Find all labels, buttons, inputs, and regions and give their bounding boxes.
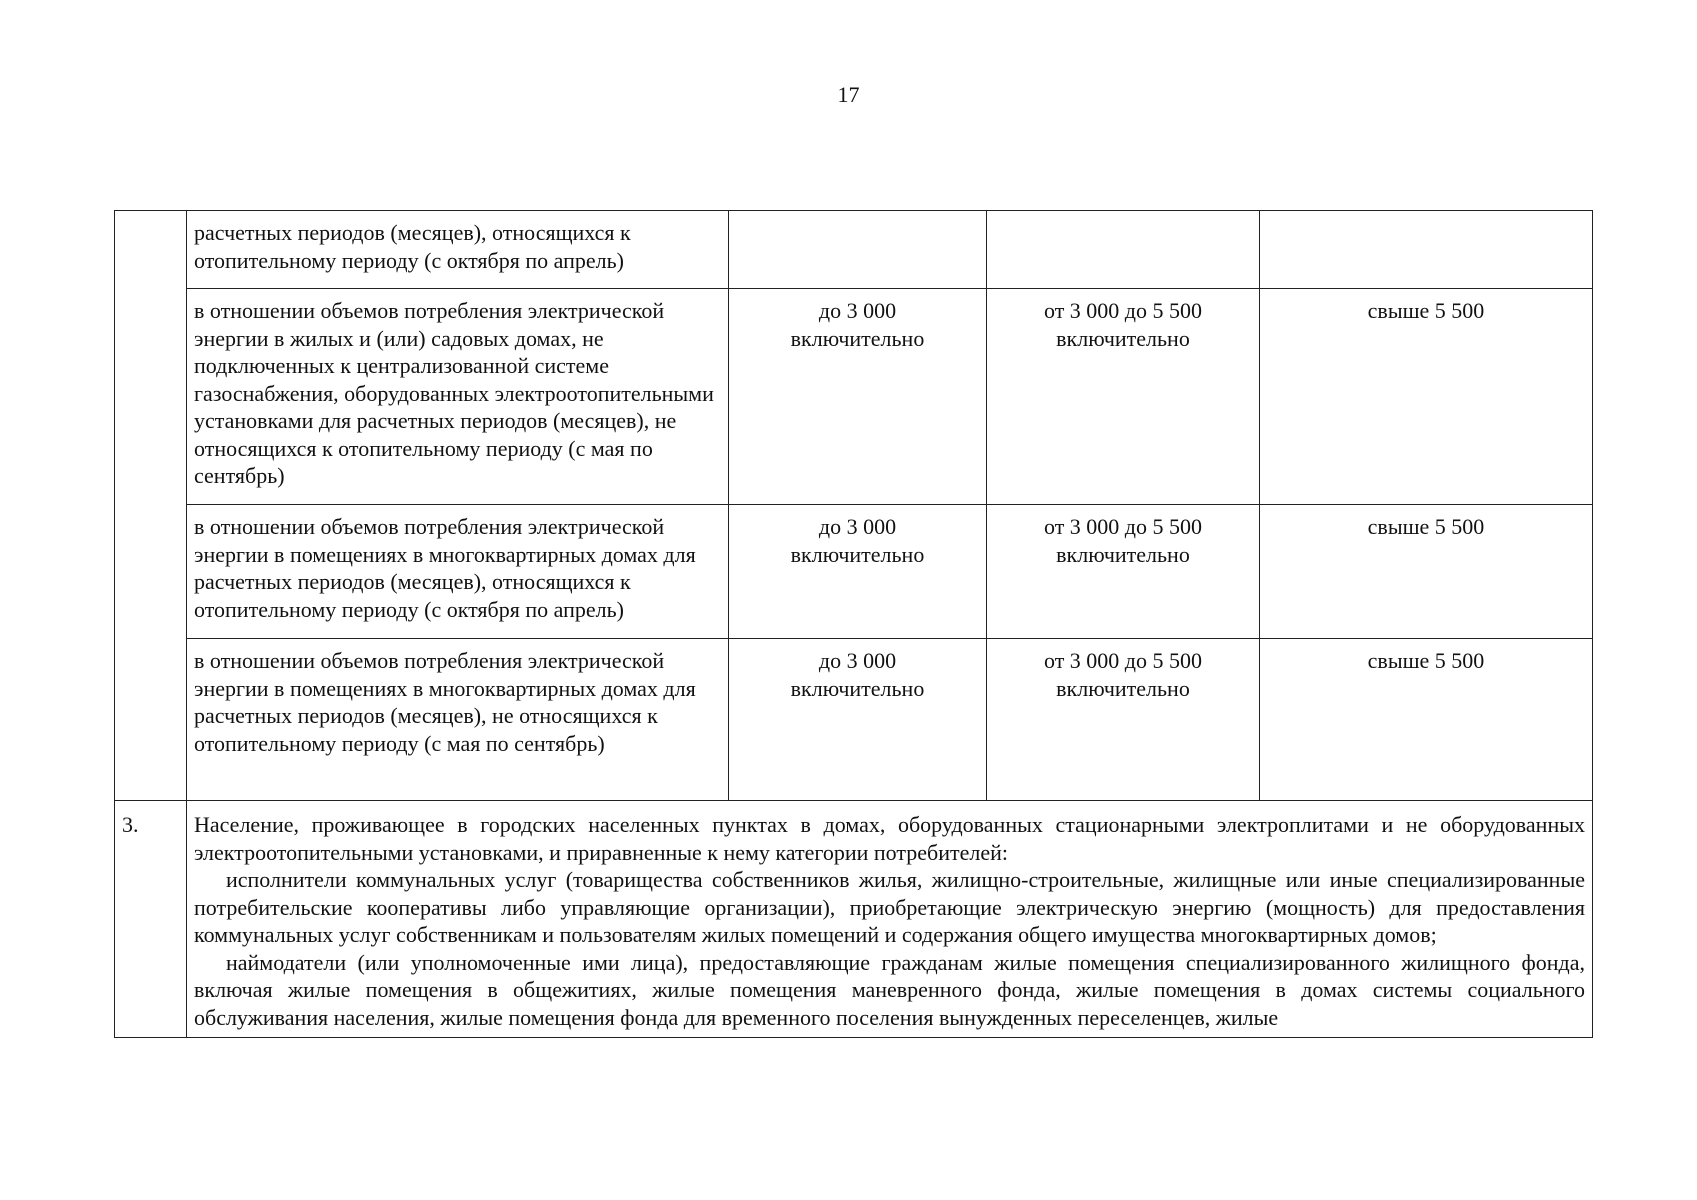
- section-paragraph: Население, проживающее в городских населенных пунктах в домах, оборудованных стационарными электроплитами и не оборудованных электроотопительными установками, и приравненные к нему категории потребителей:: [194, 812, 1585, 865]
- section-paragraph: исполнители коммунальных услуг (товарищества собственников жилья, жилищно-строительные, жилищные или иные специализированные потребительские кооперативы либо управляющие организации), приобретающие электрическую энергию (мощность) для предоставления коммунальных услуг собственникам и пользователям жилых помещений и содержания общего имущества многоквартирных домов;: [194, 867, 1585, 947]
- table-row: [115, 211, 1593, 289]
- description-cell: в отношении объемов потребления электрической энергии в помещениях в многоквартирных домах для расчетных периодов (месяцев), не относящихся к отопительному периоду (с мая по сентябрь): [187, 639, 729, 801]
- range-mid-qualifier: включительно: [1056, 541, 1190, 567]
- range-low-qualifier: включительно: [790, 675, 925, 701]
- range-low-value: до 3 000: [818, 514, 897, 539]
- section-paragraph: наймодатели (или уполномоченные ими лица), предоставляющие гражданам жилые помещения специализированного жилищного фонда, включая жилые помещения в общежитиях, жилые помещения маневренного фонда, жилые помещения в домах системы социального обслуживания населения, жилые помещения фонда для временного поселения вынужденных переселенцев, жилые: [194, 949, 1585, 1030]
- range-low-cell: [729, 289, 987, 505]
- range-mid-cell: [987, 289, 1260, 505]
- tariff-table: [114, 210, 1593, 1038]
- page-number: 17: [837, 82, 860, 107]
- section-number: 3.: [115, 801, 187, 1038]
- range-mid-cell: [987, 505, 1260, 639]
- table-row: [115, 289, 1593, 505]
- range-high-cell: [1260, 211, 1593, 289]
- range-low-qualifier: включительно: [790, 325, 925, 351]
- table-row: [115, 505, 1593, 639]
- range-low-cell: [729, 639, 987, 801]
- range-mid-value: от 3 000 до 5 500: [1043, 648, 1203, 673]
- range-mid-value: от 3 000 до 5 500: [1043, 298, 1203, 323]
- range-low-cell: [729, 505, 987, 639]
- range-high-cell: свыше 5 500: [1260, 505, 1593, 639]
- description-cell: в отношении объемов потребления электрической энергии в помещениях в многоквартирных домах для расчетных периодов (месяцев), относящихся к отопительному периоду (с октября по апрель): [187, 505, 729, 639]
- section-row: [115, 801, 1593, 1038]
- range-low-value: до 3 000: [818, 648, 897, 673]
- range-low-qualifier: включительно: [790, 541, 925, 567]
- range-low-value: до 3 000: [818, 298, 897, 323]
- range-mid-cell: [987, 639, 1260, 801]
- table-row: [115, 639, 1593, 801]
- range-mid-cell: [987, 211, 1260, 289]
- row-number-cell: [115, 211, 187, 801]
- section-text-cell: [187, 801, 1593, 1038]
- range-mid-qualifier: включительно: [1056, 675, 1190, 701]
- description-cell: в отношении объемов потребления электрической энергии в жилых и (или) садовых домах, не подключенных к централизованной системе газоснабжения, оборудованных электроотопительными установками для расчетных периодов (месяцев), не относящихся к отопительному периоду (с мая по сентябрь): [187, 289, 729, 505]
- range-mid-value: от 3 000 до 5 500: [1043, 514, 1203, 539]
- range-high-cell: свыше 5 500: [1260, 289, 1593, 505]
- description-cell: расчетных периодов (месяцев), относящихся к отопительному периоду (с октября по апрель): [187, 211, 729, 289]
- range-high-cell: свыше 5 500: [1260, 639, 1593, 801]
- range-low-cell: [729, 211, 987, 289]
- range-mid-qualifier: включительно: [1056, 325, 1190, 351]
